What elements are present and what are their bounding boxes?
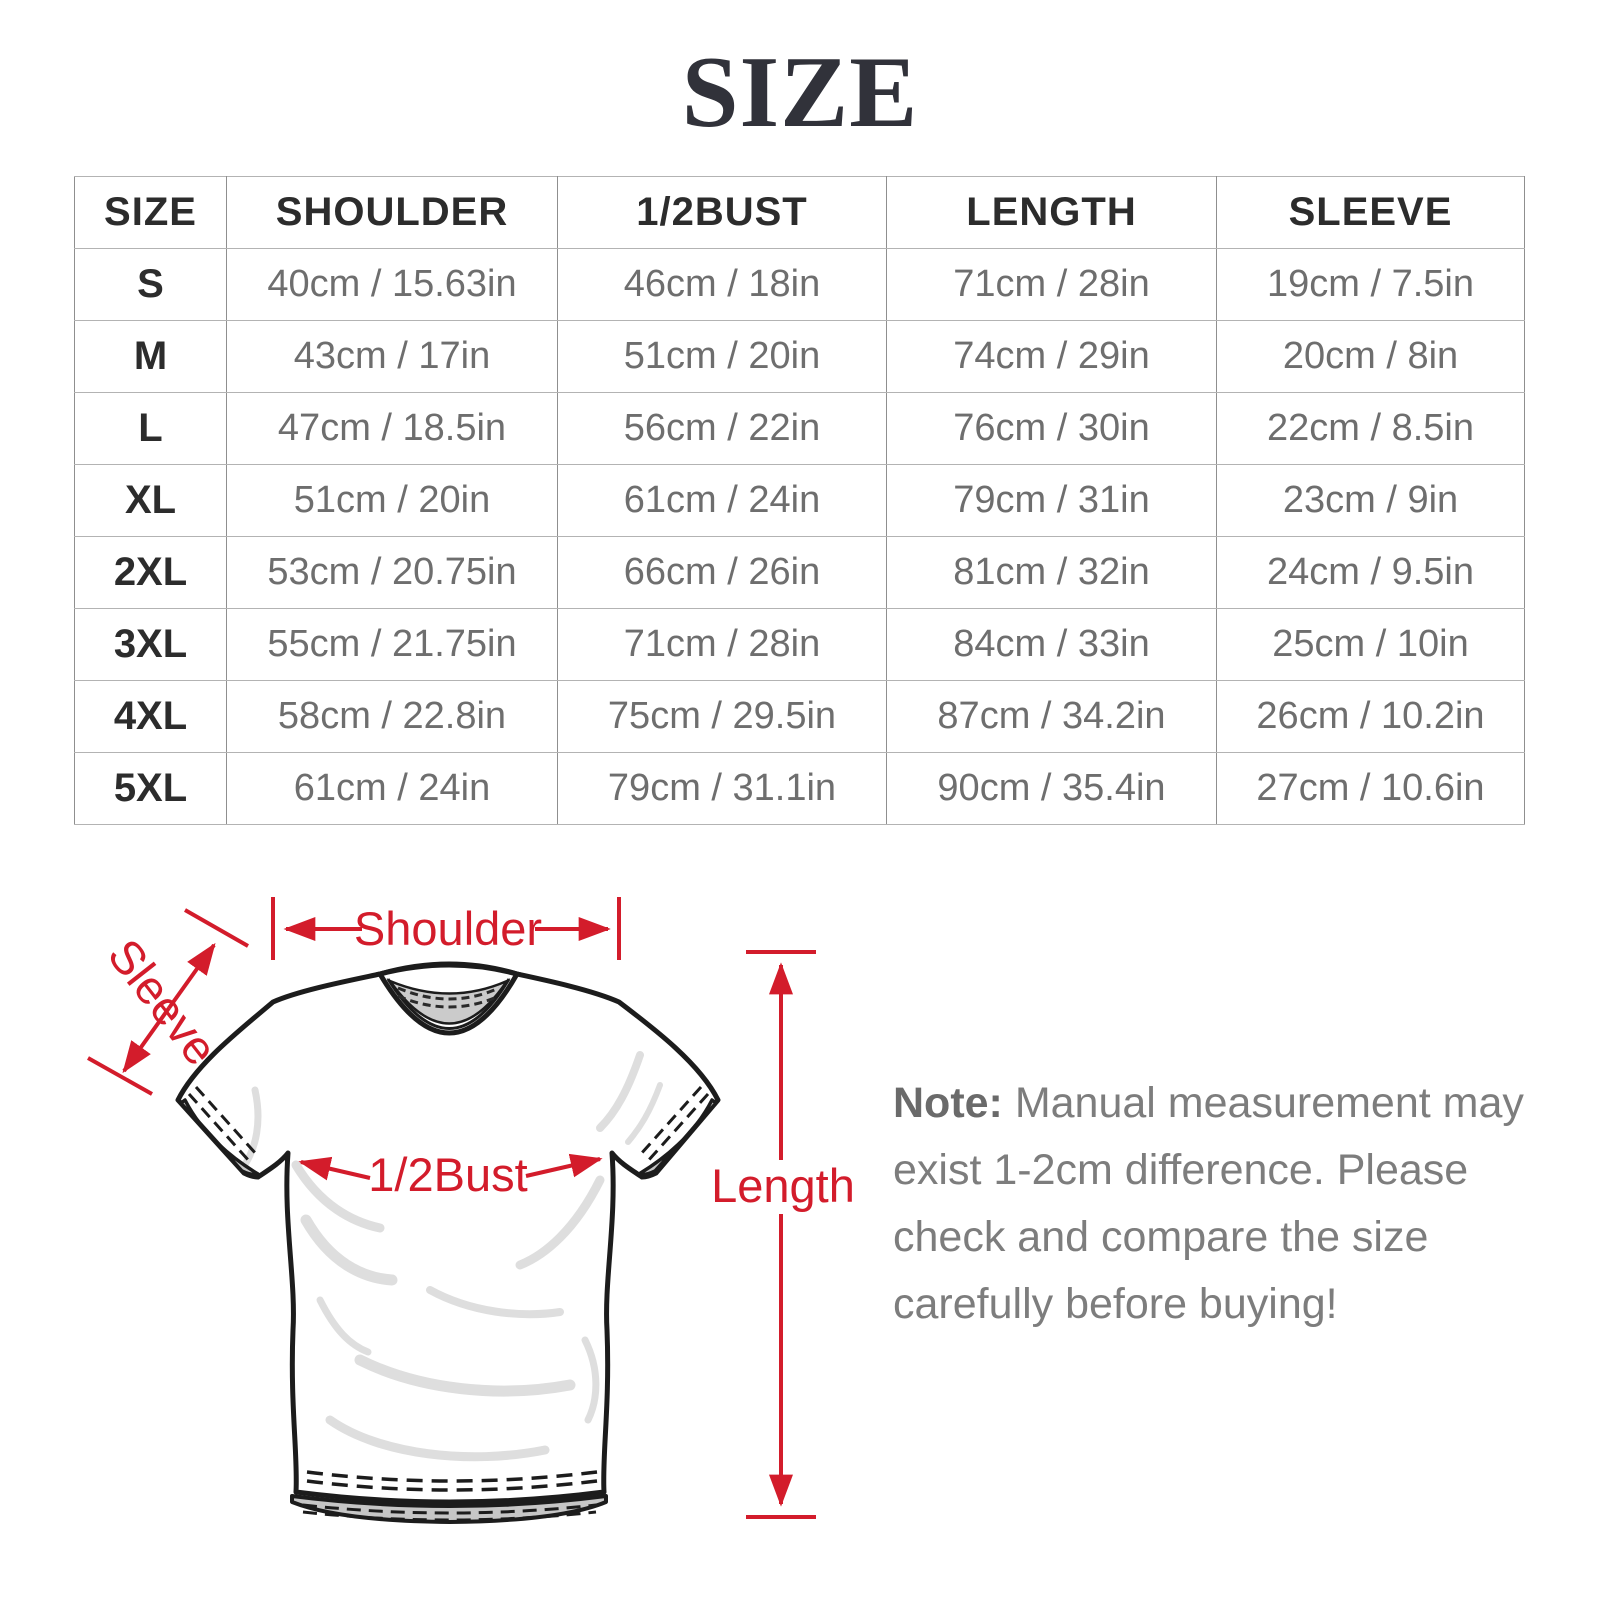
cell-shoulder: 55cm / 21.75in	[227, 609, 558, 681]
cell-length: 84cm / 33in	[887, 609, 1217, 681]
note-prefix: Note:	[893, 1079, 1003, 1127]
table-row	[75, 321, 1525, 393]
length-label: Length	[711, 1159, 855, 1212]
cell-bust: 66cm / 26in	[558, 537, 887, 609]
cell-size: 3XL	[75, 609, 227, 681]
cell-length: 87cm / 34.2in	[887, 681, 1217, 753]
table-row	[75, 537, 1525, 609]
cell-shoulder: 61cm / 24in	[227, 753, 558, 825]
table-row	[75, 609, 1525, 681]
cell-length: 74cm / 29in	[887, 321, 1217, 393]
sleeve-tick-bottom	[88, 1058, 152, 1094]
cell-bust: 46cm / 18in	[558, 249, 887, 321]
page-title: SIZE	[681, 36, 919, 149]
cell-length: 90cm / 35.4in	[887, 753, 1217, 825]
header-size: SIZE	[75, 177, 227, 249]
cell-sleeve: 25cm / 10in	[1217, 609, 1525, 681]
shoulder-dimension	[273, 897, 619, 960]
cell-length: 81cm / 32in	[887, 537, 1217, 609]
sleeve-tick-top	[185, 910, 248, 946]
cell-bust: 51cm / 20in	[558, 321, 887, 393]
tshirt-drawing	[178, 964, 718, 1522]
cell-shoulder: 53cm / 20.75in	[227, 537, 558, 609]
note-text	[893, 1070, 1553, 1338]
cell-shoulder: 51cm / 20in	[227, 465, 558, 537]
cell-sleeve: 20cm / 8in	[1217, 321, 1525, 393]
cell-size: 4XL	[75, 681, 227, 753]
cell-size: M	[75, 321, 227, 393]
table-row	[75, 465, 1525, 537]
cell-size: L	[75, 393, 227, 465]
header-sleeve: SLEEVE	[1217, 177, 1525, 249]
tshirt-silhouette	[178, 964, 718, 1502]
header-bust: 1/2BUST	[558, 177, 887, 249]
shoulder-label: Shoulder	[353, 902, 543, 955]
size-table-header	[75, 177, 1525, 249]
cell-bust: 75cm / 29.5in	[558, 681, 887, 753]
header-row	[75, 177, 1525, 249]
header-length: LENGTH	[887, 177, 1217, 249]
cell-shoulder: 58cm / 22.8in	[227, 681, 558, 753]
note-line-3: check and compare the size	[893, 1213, 1429, 1261]
table-row	[75, 681, 1525, 753]
cell-sleeve: 27cm / 10.6in	[1217, 753, 1525, 825]
cell-sleeve: 22cm / 8.5in	[1217, 393, 1525, 465]
cell-length: 76cm / 30in	[887, 393, 1217, 465]
header-shoulder: SHOULDER	[227, 177, 558, 249]
size-table	[74, 176, 1525, 825]
cell-size: 5XL	[75, 753, 227, 825]
cell-shoulder: 43cm / 17in	[227, 321, 558, 393]
cell-length: 71cm / 28in	[887, 249, 1217, 321]
cell-size: S	[75, 249, 227, 321]
table-row	[75, 393, 1525, 465]
cell-sleeve: 26cm / 10.2in	[1217, 681, 1525, 753]
note-line-1: Note: Manual measurement may	[893, 1079, 1524, 1127]
cell-bust: 56cm / 22in	[558, 393, 887, 465]
cell-size: 2XL	[75, 537, 227, 609]
cell-bust: 79cm / 31.1in	[558, 753, 887, 825]
length-dimension	[711, 952, 855, 1517]
cell-shoulder: 40cm / 15.63in	[227, 249, 558, 321]
table-row	[75, 753, 1525, 825]
cell-shoulder: 47cm / 18.5in	[227, 393, 558, 465]
cell-bust: 71cm / 28in	[558, 609, 887, 681]
cell-sleeve: 23cm / 9in	[1217, 465, 1525, 537]
cell-length: 79cm / 31in	[887, 465, 1217, 537]
note-line-2: exist 1-2cm difference. Please	[893, 1146, 1469, 1194]
table-row	[75, 249, 1525, 321]
cell-size: XL	[75, 465, 227, 537]
cell-sleeve: 24cm / 9.5in	[1217, 537, 1525, 609]
sleeve-label: Sleeve	[97, 928, 229, 1075]
note-line-4: carefully before buying!	[893, 1280, 1338, 1328]
cell-bust: 61cm / 24in	[558, 465, 887, 537]
bust-label: 1/2Bust	[368, 1148, 528, 1201]
cell-sleeve: 19cm / 7.5in	[1217, 249, 1525, 321]
